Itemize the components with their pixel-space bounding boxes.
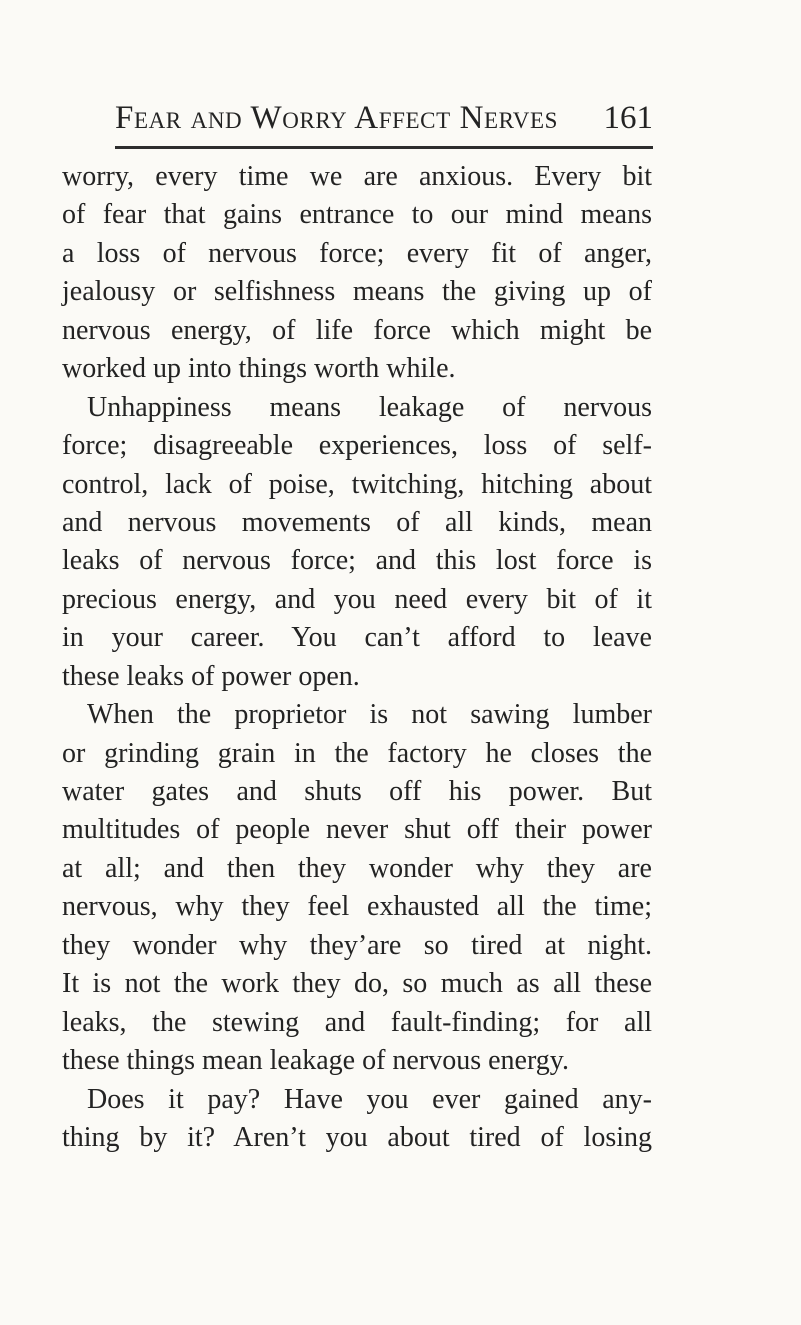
text-line: jealousy or selfishness means the giving up of	[62, 276, 652, 308]
text-line: When the proprietor is not sawing lumber	[87, 699, 652, 731]
text-line: thing by it? Aren’t you about tired of losing	[62, 1121, 652, 1153]
text-line: they wonder why they’are so tired at night.	[62, 929, 652, 961]
text-line: multitudes of people never shut off their power	[62, 814, 652, 846]
text-line: worry, every time we are anxious. Every bit	[62, 161, 652, 192]
running-head	[115, 96, 653, 142]
page-number: 161	[603, 100, 653, 136]
text-line: in your career. You can’t afford to leave	[62, 622, 652, 654]
header-rule	[115, 146, 653, 149]
text-line: leaks, the stewing and fault-finding; for all	[62, 1006, 652, 1038]
body-text	[62, 158, 652, 1157]
text-line: It is not the work they do, so much as all these	[62, 968, 652, 1000]
text-line: leaks of nervous force; and this lost force is	[62, 545, 652, 577]
text-line: precious energy, and you need every bit of it	[62, 583, 652, 615]
text-line: Does it pay? Have you ever gained any-	[87, 1083, 652, 1115]
text-line: nervous, why they feel exhausted all the time;	[62, 891, 652, 923]
text-line: nervous energy, of life force which might be	[62, 314, 652, 346]
text-line: water gates and shuts off his power. But	[62, 776, 652, 807]
running-head-title: Fear and Worry Affect Nerves	[115, 100, 559, 136]
text-line: force; disagreeable experiences, loss of self-	[62, 430, 652, 462]
text-line: and nervous movements of all kinds, mean	[62, 506, 652, 538]
text-line: control, lack of poise, twitching, hitching about	[62, 468, 652, 500]
text-line: of fear that gains entrance to our mind means	[62, 199, 652, 231]
text-line: these things mean leakage of nervous energy.	[62, 1045, 569, 1077]
text-line: or grinding grain in the factory he closes the	[62, 737, 652, 769]
text-line: Unhappiness means leakage of nervous	[87, 391, 652, 423]
text-line: worked up into things worth while.	[62, 353, 456, 385]
text-line: at all; and then they wonder why they are	[62, 852, 652, 884]
text-line: a loss of nervous force; every fit of anger,	[62, 237, 652, 269]
text-line: these leaks of power open.	[62, 660, 360, 692]
